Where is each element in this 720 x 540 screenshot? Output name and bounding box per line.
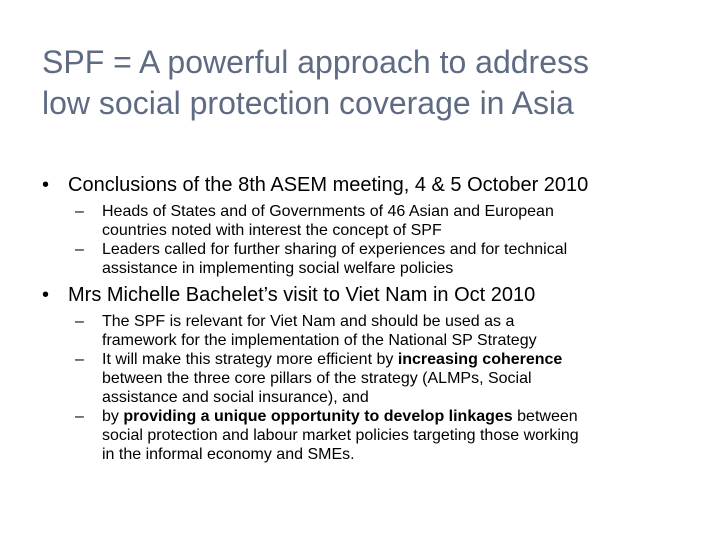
- sub-bullet-line: Leaders called for further sharing of experiences and for technical: [102, 241, 568, 258]
- title-line: low social protection coverage in Asia: [42, 85, 574, 121]
- sub-bullet-line: assistance and social insurance), and: [102, 389, 369, 406]
- bullet-group: [20, 172, 704, 278]
- dash-icon: –: [75, 241, 84, 258]
- sub-bullet-item: [20, 407, 698, 464]
- sub-bullet-item: [20, 312, 698, 350]
- sub-bullet-line: countries noted with interest the concept of SPF: [102, 222, 442, 239]
- sub-bullet-text: by: [102, 408, 124, 425]
- sub-bullet-line: [102, 350, 698, 369]
- sub-bullet-line: Heads of States and of Governments of 46 Asian and European: [102, 203, 554, 220]
- dash-icon: –: [75, 351, 84, 368]
- sub-bullet-line: social protection and labour market policies targeting those working: [102, 427, 579, 444]
- sub-bullet-line: assistance in implementing social welfare policies: [102, 260, 454, 277]
- bullet-item: [20, 282, 704, 308]
- sub-bullet-item: [20, 202, 698, 240]
- bullet-text: Conclusions of the 8th ASEM meeting, 4 & 5 October 2010: [68, 174, 589, 196]
- title-line: SPF = A powerful approach to address: [42, 44, 589, 80]
- sub-bullet-line: [102, 407, 698, 426]
- sub-bullet-item: [20, 240, 698, 278]
- emphasis-text: providing a unique opportunity to develop linkages: [123, 408, 513, 425]
- emphasis-text: increasing coherence: [397, 351, 563, 368]
- sub-bullet-text: It will make this strategy more efficient by: [102, 351, 398, 368]
- slide-title: [42, 42, 692, 124]
- sub-bullet-line: The SPF is relevant for Viet Nam and should be used as a: [102, 313, 515, 330]
- bullet-group: [20, 282, 704, 464]
- sub-bullet-text: between: [512, 408, 578, 425]
- sub-bullet-list: [20, 312, 704, 464]
- sub-bullet-line: in the informal economy and SMEs.: [102, 446, 355, 463]
- bullet-icon: •: [42, 174, 50, 196]
- sub-bullet-line: framework for the implementation of the National SP Strategy: [102, 332, 537, 349]
- dash-icon: –: [75, 203, 84, 220]
- sub-bullet-list: [20, 202, 704, 278]
- dash-icon: –: [75, 408, 84, 425]
- dash-icon: –: [75, 313, 84, 330]
- bullet-item: [20, 172, 704, 198]
- bullet-text: Mrs Michelle Bachelet’s visit to Viet Nam in Oct 2010: [68, 284, 536, 306]
- sub-bullet-line: between the three core pillars of the strategy (ALMPs, Social: [102, 370, 532, 387]
- bullet-list: [20, 172, 704, 468]
- sub-bullet-item: [20, 350, 698, 407]
- bullet-icon: •: [42, 284, 50, 306]
